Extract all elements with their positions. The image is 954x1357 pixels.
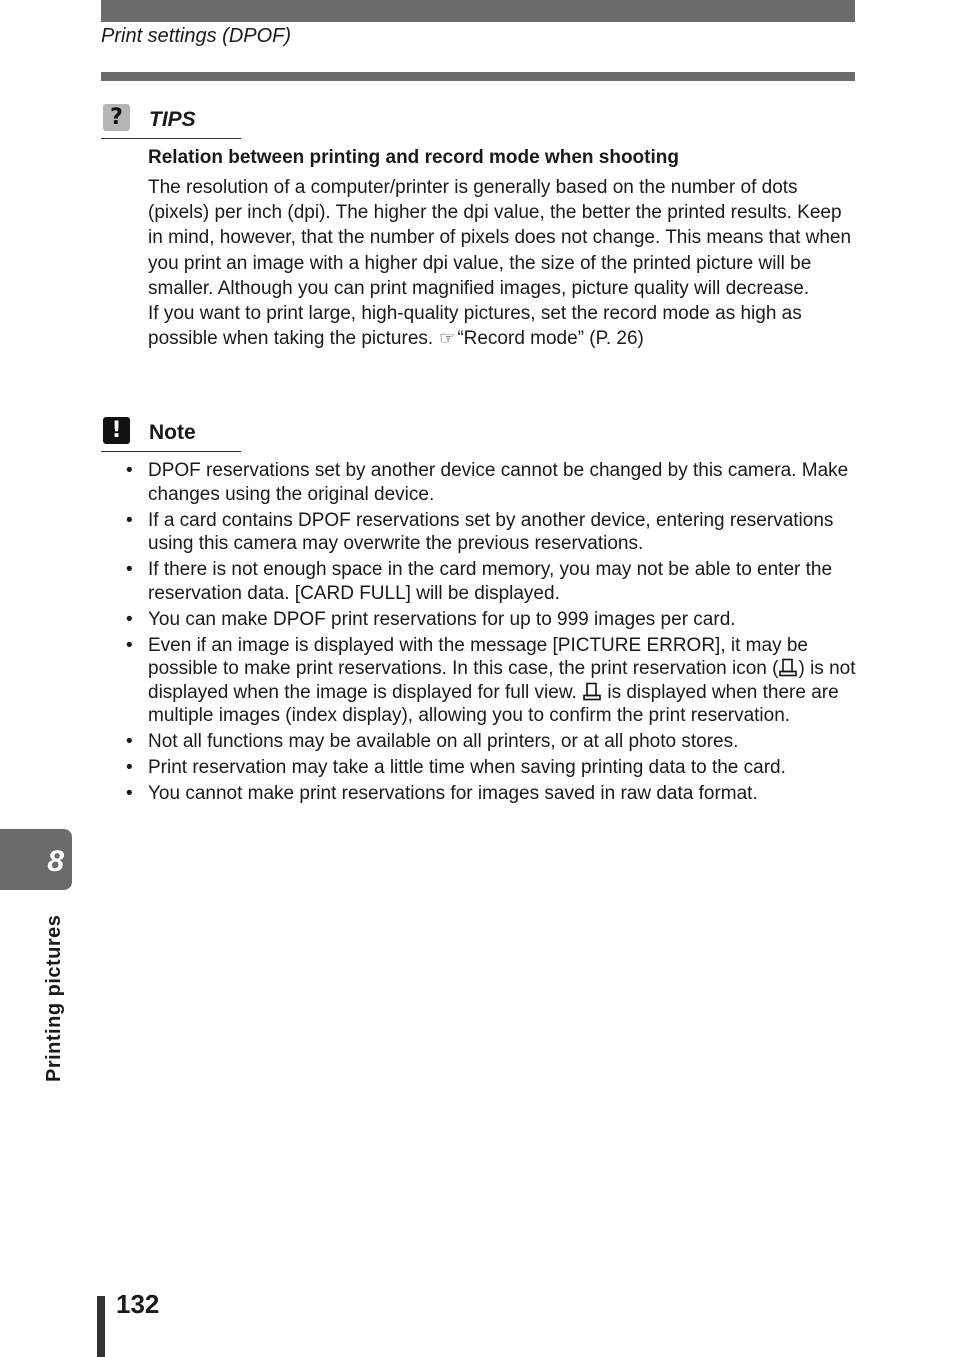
- note-item: [120, 782, 856, 806]
- bullet: •: [126, 731, 133, 752]
- header-bar: [101, 0, 855, 22]
- note-item: [120, 558, 856, 605]
- question-icon: ?: [103, 104, 130, 131]
- header-rule: [101, 72, 855, 81]
- note-item-text: If a card contains DPOF reservations set by another device, entering reservations using this camera may overwrite the previous reservations.: [148, 509, 834, 554]
- note-item-text: Print reservation may take a little time when saving printing data to the card.: [148, 757, 786, 778]
- note-item: [120, 509, 856, 556]
- bullet: •: [126, 559, 133, 580]
- print-reservation-icon: [583, 682, 601, 701]
- page-header-title: Print settings (DPOF): [101, 25, 292, 47]
- note-item-text-part-1: Even if an image is displayed with the message [PICTURE ERROR], it may be possible to make print reservations. In this case, the print reservation icon (: [148, 634, 808, 679]
- bullet: •: [126, 509, 133, 531]
- tips-body: [148, 175, 856, 351]
- note-item-text-part-2: ) is not displayed when the image is displayed for full view.: [148, 658, 856, 703]
- exclamation-icon: !: [103, 417, 130, 444]
- note-item: [120, 634, 856, 728]
- note-item-text: You cannot make print reservations for images saved in raw data format.: [148, 783, 758, 804]
- chapter-number: 8: [47, 845, 64, 878]
- note-heading: [101, 415, 241, 452]
- page-number-bar: [97, 1296, 105, 1357]
- page-number: 132: [116, 1289, 160, 1319]
- note-item: [120, 756, 856, 780]
- note-item-text-part-3: is displayed when there are multiple images (index display), allowing you to confirm the print reservation.: [148, 681, 839, 726]
- bullet: •: [126, 783, 133, 804]
- tips-paragraph-2: [148, 301, 856, 351]
- note-item-text: If there is not enough space in the card memory, you may not be able to enter the reservation data. [CARD FULL] will be displayed.: [148, 559, 833, 604]
- tips-reference: “Record mode” (P. 26): [457, 328, 644, 350]
- bullet: •: [126, 634, 133, 656]
- tips-title: Relation between printing and record mode when shooting: [148, 147, 679, 168]
- bullet: •: [126, 608, 133, 630]
- tips-paragraph-1: The resolution of a computer/printer is generally based on the number of dots (pixels) per inch (dpi). The higher the dpi value, the better the printed results. Keep in mind, however, that the number of pixels does not change. This means that when you print an image with a higher dpi value, the size of the printed picture will be smaller. Although you can print magnified images, picture quality will decrease.: [148, 177, 852, 299]
- note-list: [120, 459, 856, 808]
- note-item: [120, 608, 856, 632]
- reference-hand-icon: ☞: [439, 328, 456, 349]
- bullet: •: [126, 460, 133, 481]
- note-item-text: Not all functions may be available on all printers, or at all photo stores.: [148, 731, 739, 752]
- print-reservation-icon: [779, 658, 797, 677]
- tips-paragraph-2-text: If you want to print large, high-quality pictures, set the record mode as high as possible when taking the pictures.: [148, 303, 802, 350]
- chapter-label: Printing pictures: [43, 914, 65, 1082]
- note-item-text: DPOF reservations set by another device cannot be changed by this camera. Make changes using the original device.: [148, 460, 849, 505]
- note-item: [120, 459, 856, 506]
- note-item: [120, 730, 856, 754]
- tips-label: TIPS: [149, 108, 196, 131]
- chapter-tab: [0, 829, 72, 890]
- bullet: •: [126, 757, 133, 778]
- note-label: Note: [149, 421, 196, 444]
- tips-heading: [101, 102, 241, 139]
- note-item-text: You can make DPOF print reservations for up to 999 images per card.: [148, 608, 736, 630]
